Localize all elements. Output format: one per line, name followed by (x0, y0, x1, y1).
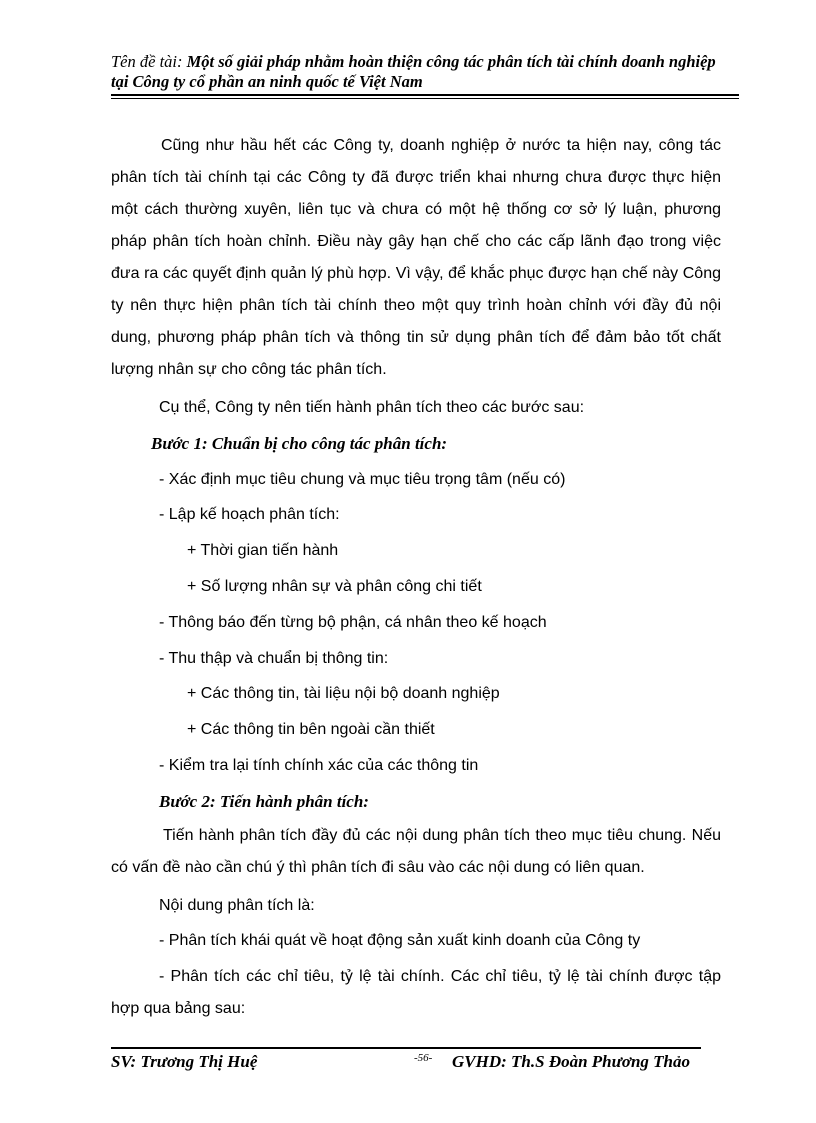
page-header (111, 52, 736, 92)
step1-item: - Thông báo đến từng bộ phận, cá nhân theo kế hoạch (159, 613, 547, 631)
step2-heading: Bước 2: Tiến hành phân tích: (159, 791, 369, 811)
content-item: - Phân tích các chỉ tiêu, tỷ lệ tài chính. Các chỉ tiêu, tỷ lệ tài chính được tập hợp qua bảng sau: (111, 968, 721, 1018)
footer-student: SV: Trương Thị Huệ (111, 1052, 258, 1071)
step2-paragraph: Tiến hành phân tích đầy đủ các nội dung phân tích theo mục tiêu chung. Nếu có vấn đề nào cần chú ý thì phân tích đi sâu vào các nội dung có liên quan. (111, 826, 721, 876)
content-label: Nội dung phân tích là: (159, 896, 315, 914)
header-rule-thin (111, 98, 739, 99)
intro-paragraph: Cũng như hầu hết các Công ty, doanh nghiệp ở nước ta hiện nay, công tác phân tích tài chính tại các Công ty đã được triển khai nhưng chưa được thực hiện một cách thường xuyên, liên tục và chưa có một hệ thống cơ sở lý luận, phương pháp phân tích hoàn chỉnh. Điều này gây hạn chế cho các cấp lãnh đạo trong việc đưa ra các quyết định quản lý phù hợp. Vì vậy, để khắc phục được hạn chế này Công ty nên thực hiện phân tích tài chính theo một quy trình hoàn chỉnh với đầy đủ nội dung, phương pháp phân tích và thông tin sử dụng phân tích để đảm bảo tốt chất lượng nhân sự cho công tác phân tích. (111, 137, 721, 378)
footer-advisor: GVHD: Th.S Đoàn Phương Thảo (452, 1052, 690, 1071)
header-title: Một số giải pháp nhằm hoàn thiện công tác phân tích tài chính doanh nghiệp tại Công ty cổ phần an ninh quốc tế Việt Nam (111, 52, 716, 91)
footer-rule (111, 1047, 701, 1049)
step1-item: - Lập kế hoạch phân tích: (159, 506, 340, 524)
step1-subitem: + Số lượng nhân sự và phân công chi tiết (187, 577, 482, 595)
steps-intro: Cụ thể, Công ty nên tiến hành phân tích theo các bước sau: (159, 399, 585, 416)
step1-heading: Bước 1: Chuẩn bị cho công tác phân tích: (151, 433, 448, 453)
page-body (111, 130, 721, 1025)
step1-subitem: + Các thông tin, tài liệu nội bộ doanh nghiệp (187, 685, 500, 703)
step1-item: - Thu thập và chuẩn bị thông tin: (159, 649, 389, 667)
step1-item: - Kiểm tra lại tính chính xác của các thông tin (159, 756, 479, 774)
step1-subitem: + Các thông tin bên ngoài cần thiết (187, 721, 435, 739)
step1-item: - Xác định mục tiêu chung và mục tiêu trọng tâm (nếu có) (159, 470, 566, 488)
content-item: - Phân tích khái quát về hoạt động sản xuất kinh doanh của Công ty (159, 932, 641, 950)
page-number: -56- (414, 1052, 433, 1064)
header-label: Tên đề tài: (111, 52, 183, 71)
header-rule (111, 94, 739, 96)
step1-subitem: + Thời gian tiến hành (187, 542, 339, 560)
